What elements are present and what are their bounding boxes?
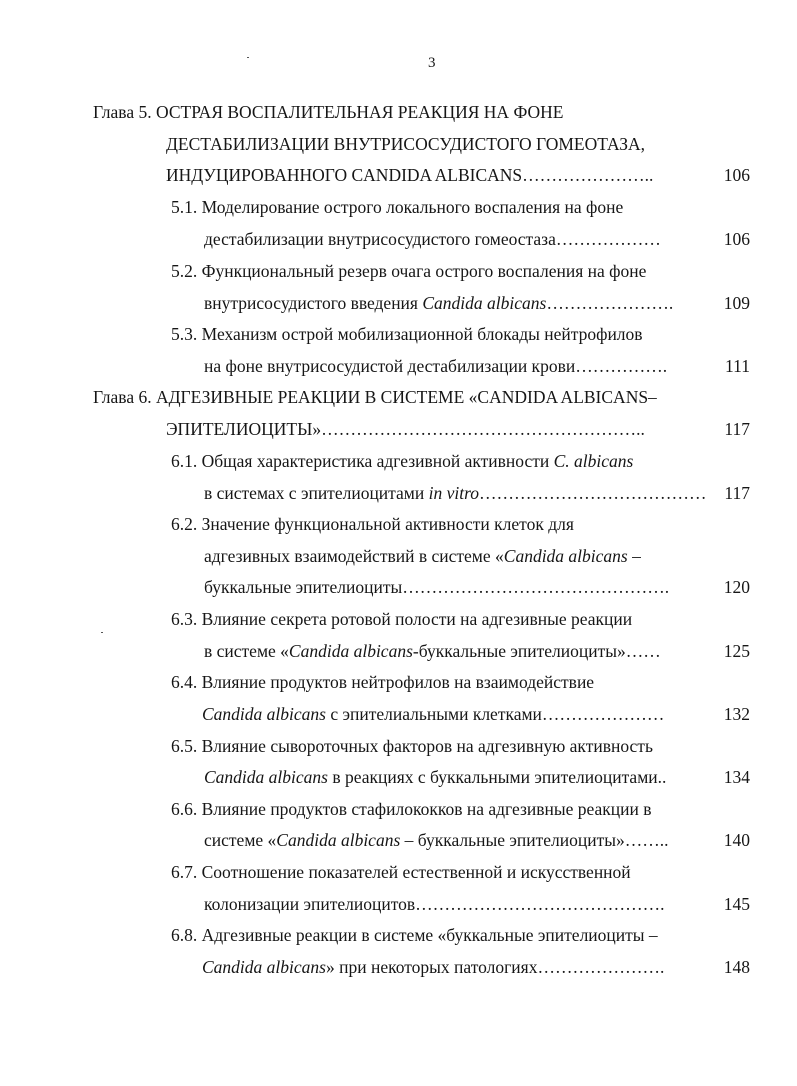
italic-term: Candida albicans [204, 767, 328, 787]
toc-line: 5.1. Моделирование острого локального воспаления на фоне [171, 197, 624, 217]
italic-term: Candida albicans [276, 830, 401, 850]
toc-line: системе «Candida albicans – буккальные эпителиоциты»…….. [204, 830, 669, 850]
toc-line: колонизации эпителиоцитов……………………………………. [204, 894, 665, 914]
italic-term: Candida albicans [422, 293, 547, 313]
toc-line: буккальные эпителиоциты………………………………………. [204, 577, 670, 597]
toc-page-number: 117 [724, 419, 750, 439]
toc-page-number: 125 [723, 641, 750, 661]
italic-term: in vitro [428, 483, 480, 503]
toc-page-number: 140 [723, 830, 750, 850]
toc-line: внутрисосудистого введения Candida albicans…………………. [204, 293, 674, 313]
toc-line: 6.1. Общая характеристика адгезивной активности C. albicans [171, 451, 634, 471]
toc-page-number: 117 [724, 483, 750, 503]
toc-line: ИНДУЦИРОВАННОГО CANDIDA ALBICANS………………….. [166, 165, 654, 185]
scan-speck [101, 632, 103, 633]
italic-term: Candida albicans [202, 957, 326, 977]
toc-line: Глава 5. ОСТРАЯ ВОСПАЛИТЕЛЬНАЯ РЕАКЦИЯ НА ФОНЕ [93, 102, 564, 122]
toc-line: Candida albicans» при некоторых патологиях…………………. [202, 957, 665, 977]
toc-line: ЭПИТЕЛИОЦИТЫ»……………………………………………….. [166, 419, 645, 439]
toc-line: 5.3. Механизм острой мобилизационной блокады нейтрофилов [171, 324, 643, 344]
toc-page-number: 132 [723, 704, 750, 724]
toc-page-number: 134 [723, 767, 750, 787]
toc-line: Candida albicans в реакциях с буккальными эпителиоцитами.. [204, 767, 667, 787]
toc-page-number: 148 [723, 957, 750, 977]
italic-term: Candida albicans [503, 546, 628, 566]
italic-term: Candida albicans [202, 704, 326, 724]
toc-line: ДЕСТАБИЛИЗАЦИИ ВНУТРИСОСУДИСТОГО ГОМЕОТАЗА, [166, 134, 646, 154]
scan-speck [247, 57, 249, 58]
toc-line: дестабилизации внутрисосудистого гомеостаза……………… [204, 229, 661, 249]
toc-line: 6.8. Адгезивные реакции в системе «буккальные эпителиоциты – [171, 925, 658, 945]
toc-page-number: 145 [723, 894, 750, 914]
toc-page-number: 106 [723, 229, 750, 249]
toc-line: 6.6. Влияние продуктов стафилококков на адгезивные реакции в [171, 799, 652, 819]
toc-line: 6.3. Влияние секрета ротовой полости на адгезивные реакции [171, 609, 633, 629]
italic-term: C. albicans [553, 451, 634, 471]
toc-line: 6.4. Влияние продуктов нейтрофилов на взаимодействие [171, 672, 595, 692]
toc-page-number: 106 [723, 165, 750, 185]
toc-line: на фоне внутрисосудистой дестабилизации крови……………. [204, 356, 668, 376]
toc-page-number: 109 [723, 293, 750, 313]
italic-term: Candida albicans [288, 641, 413, 661]
toc-line: в системе «Candida albicans-буккальные эпителиоциты»…… [204, 641, 661, 661]
toc-line: Candida albicans с эпителиальными клетками………………… [202, 704, 665, 724]
toc-line: 6.2. Значение функциональной активности клеток для [171, 514, 574, 534]
page-number: 3 [428, 55, 436, 71]
toc-page-number: 111 [725, 356, 750, 376]
toc-line: 5.2. Функциональный резерв очага острого воспаления на фоне [171, 261, 647, 281]
toc-line: адгезивных взаимодействий в системе «Candida albicans – [204, 546, 641, 566]
toc-line: в системах с эпителиоцитами in vitro………………………………… [204, 483, 707, 503]
toc-page-number: 120 [723, 577, 750, 597]
toc-line: 6.7. Соотношение показателей естественной и искусственной [171, 862, 631, 882]
toc-line: 6.5. Влияние сывороточных факторов на адгезивную активность [171, 736, 653, 756]
toc-line: Глава 6. АДГЕЗИВНЫЕ РЕАКЦИИ В СИСТЕМЕ «CANDIDA ALBICANS– [93, 387, 657, 407]
